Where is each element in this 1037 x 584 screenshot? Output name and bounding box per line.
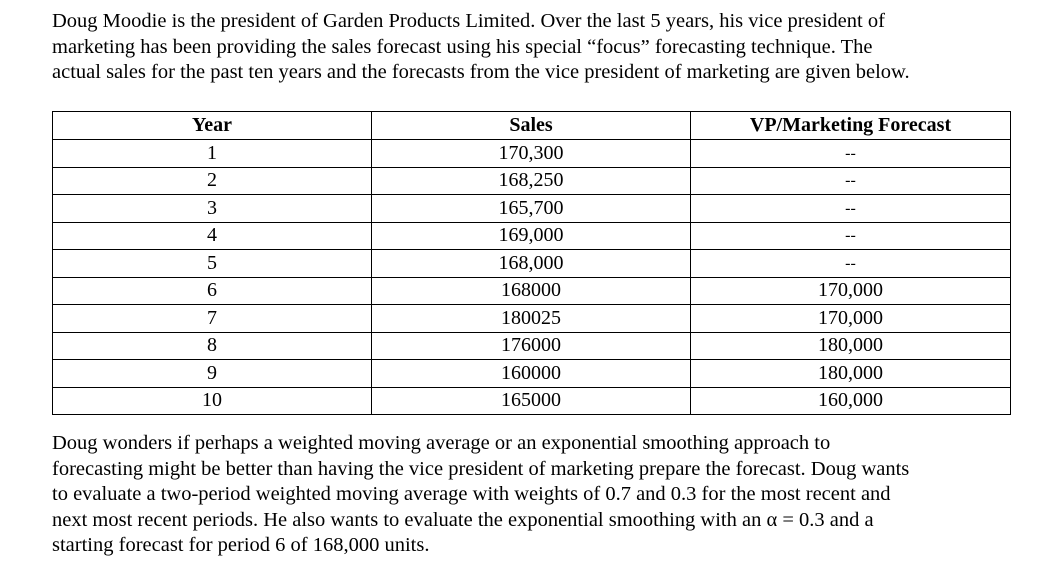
cell-sales: 168000 [372, 277, 691, 305]
outro-line: forecasting might be better than having the vice president of marketing prepare the forecast. Doug wants [52, 457, 910, 480]
cell-year: 4 [53, 222, 372, 250]
header-vp-forecast: VP/Marketing Forecast [691, 112, 1011, 140]
intro-line: Doug Moodie is the president of Garden Products Limited. Over the last 5 years, his vice president of [52, 10, 885, 32]
cell-sales: 170,300 [372, 140, 691, 168]
cell-year: 3 [53, 195, 372, 223]
cell-forecast: -- [691, 167, 1011, 195]
header-year: Year [53, 112, 372, 140]
intro-line: actual sales for the past ten years and the forecasts from the vice president of marketing are given below. [52, 61, 910, 83]
header-sales: Sales [372, 112, 691, 140]
cell-sales: 168,000 [372, 250, 691, 278]
cell-sales: 180025 [372, 305, 691, 333]
outro-line: Doug wonders if perhaps a weighted moving average or an exponential smoothing approach to [52, 432, 831, 454]
table-row [53, 277, 1011, 305]
cell-year: 6 [53, 277, 372, 305]
cell-year: 8 [53, 332, 372, 360]
intro-paragraph [52, 9, 1012, 86]
table-row [53, 250, 1011, 278]
cell-year: 2 [53, 167, 372, 195]
cell-sales: 160000 [372, 360, 691, 388]
cell-sales: 165000 [372, 387, 691, 415]
table-row [53, 167, 1011, 195]
cell-sales: 176000 [372, 332, 691, 360]
cell-year: 5 [53, 250, 372, 278]
table-header-row [53, 112, 1011, 140]
outro-line: starting forecast for period 6 of 168,000 units. [52, 534, 430, 556]
cell-forecast: 170,000 [691, 277, 1011, 305]
cell-forecast: -- [691, 140, 1011, 168]
cell-year: 7 [53, 305, 372, 333]
cell-sales: 168,250 [372, 167, 691, 195]
cell-year: 10 [53, 387, 372, 415]
table-row [53, 305, 1011, 333]
cell-forecast: 180,000 [691, 332, 1011, 360]
cell-year: 1 [53, 140, 372, 168]
cell-forecast: 160,000 [691, 387, 1011, 415]
cell-forecast: 170,000 [691, 305, 1011, 333]
outro-line: next most recent periods. He also wants to evaluate the exponential smoothing with an α = 0.3 and a [52, 508, 874, 531]
outro-paragraph [52, 431, 1012, 559]
sales-forecast-table [52, 111, 1011, 415]
table-row [53, 360, 1011, 388]
cell-forecast: -- [691, 250, 1011, 278]
table-row [53, 332, 1011, 360]
cell-year: 9 [53, 360, 372, 388]
cell-forecast: -- [691, 195, 1011, 223]
outro-line: to evaluate a two-period weighted moving average with weights of 0.7 and 0.3 for the most recent and [52, 483, 891, 505]
cell-forecast: -- [691, 222, 1011, 250]
table-row [53, 387, 1011, 415]
intro-line: marketing has been providing the sales forecast using his special “focus” forecasting technique. The [52, 35, 873, 58]
table-row [53, 195, 1011, 223]
table-row [53, 140, 1011, 168]
cell-sales: 165,700 [372, 195, 691, 223]
cell-forecast: 180,000 [691, 360, 1011, 388]
table-row [53, 222, 1011, 250]
cell-sales: 169,000 [372, 222, 691, 250]
